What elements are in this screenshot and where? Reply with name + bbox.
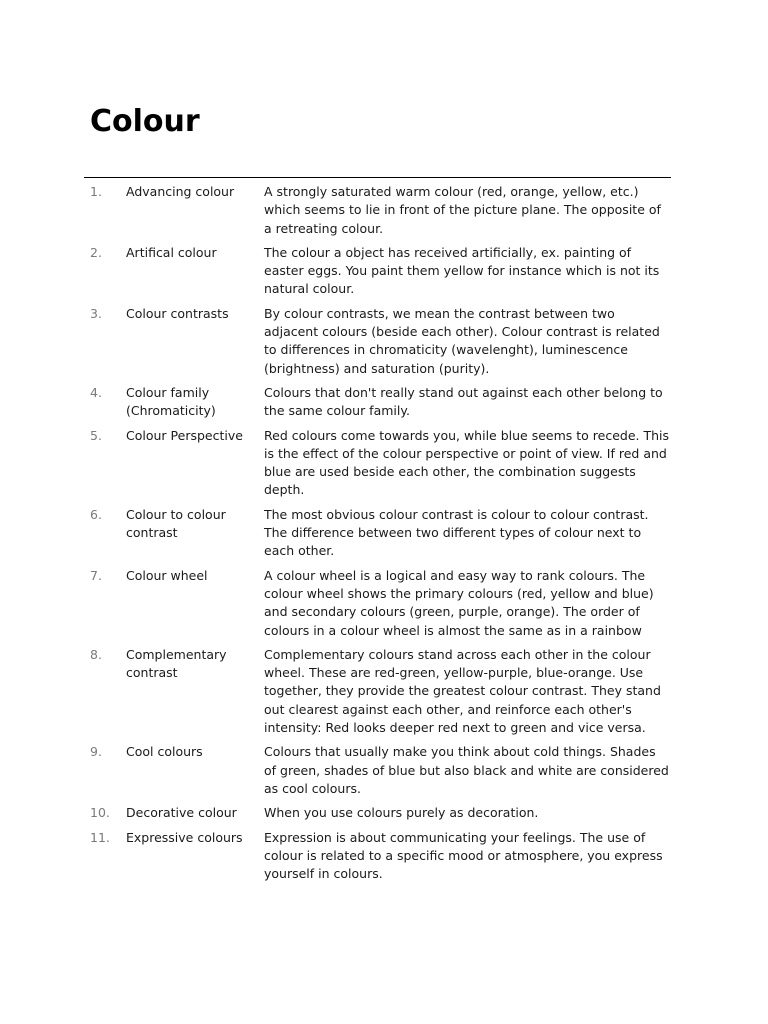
entry-term: Colour wheel xyxy=(126,567,208,583)
glossary-entry xyxy=(90,305,670,378)
entry-term: Colour to colour contrast xyxy=(126,506,226,541)
entry-term: Advancing colour xyxy=(126,184,235,199)
entry-definition: A strongly saturated warm colour (red, orange, yellow, etc.) which seems to lie in front of the picture plane. The opposite of a retreating colour. xyxy=(264,184,661,236)
entry-definition: The colour a object has received artificially, ex. painting of easter eggs. You paint them yellow for instance which is not its natural colour. xyxy=(264,244,660,297)
glossary-entry xyxy=(90,244,670,299)
glossary-entry xyxy=(90,384,670,421)
entry-definition: When you use colours purely as decoration. xyxy=(264,805,539,821)
glossary-entry xyxy=(90,743,670,798)
entry-term: Expressive colours xyxy=(126,829,243,845)
entry-definition: By colour contrasts, we mean the contrast between two adjacent colours (beside each other). Colour contrast is related to differences in chromaticity (wavelenght), luminescence (brightness) and saturation (purity). xyxy=(264,305,660,376)
entry-number: 3. xyxy=(90,305,102,321)
entry-definition: Red colours come towards you, while blue seems to recede. This is the effect of the colour perspective or point of view. If red and blue are used beside each other, the combination suggests depth. xyxy=(264,427,670,498)
glossary-entry xyxy=(90,427,670,500)
entry-definition: A colour wheel is a logical and easy way to rank colours. The colour wheel shows the primary colours (red, yellow and blue) and secondary colours (green, purple, orange). The order of colours in a colour wheel is almost the same as in a rainbow xyxy=(264,567,654,638)
entry-number: 11. xyxy=(90,829,110,845)
entry-number: 7. xyxy=(90,567,102,583)
entry-term: Complementary contrast xyxy=(126,646,227,681)
glossary-entry xyxy=(90,804,670,822)
entry-number: 4. xyxy=(90,384,102,400)
glossary-list xyxy=(90,183,670,889)
glossary-entry xyxy=(90,646,670,737)
glossary-entry xyxy=(90,567,670,640)
entry-definition: Colours that usually make you think about cold things. Shades of green, shades of blue but also black and white are considered as cool colours. xyxy=(264,744,669,796)
entry-number: 1. xyxy=(90,184,102,199)
glossary-entry xyxy=(90,829,670,884)
entry-term: Colour family (Chromaticity) xyxy=(126,384,216,419)
entry-number: 6. xyxy=(90,506,102,522)
entry-term: Colour Perspective xyxy=(126,427,243,443)
entry-definition: The most obvious colour contrast is colour to colour contrast. The difference between two different types of colour next to each other. xyxy=(264,506,649,559)
entry-term: Colour contrasts xyxy=(126,305,229,321)
glossary-entry xyxy=(90,183,670,238)
entry-definition: Expression is about communicating your feelings. The use of colour is related to a specific mood or atmosphere, you express yourself in colours. xyxy=(264,829,663,882)
entry-number: 5. xyxy=(90,427,102,443)
entry-term: Cool colours xyxy=(126,744,203,760)
glossary-entry xyxy=(90,506,670,561)
entry-number: 9. xyxy=(90,744,102,760)
entry-definition: Complementary colours stand across each other in the colour wheel. These are red-green, yellow-purple, blue-orange. Use together, they provide the greatest colour contrast. They stand out clearest against each other, and reinforce each other's intensity: Red looks deeper red next to green and vice versa. xyxy=(264,646,661,736)
entry-term: Artifical colour xyxy=(126,244,217,260)
entry-number: 10. xyxy=(90,805,110,821)
entry-number: 8. xyxy=(90,646,102,662)
entry-definition: Colours that don't really stand out against each other belong to the same colour family. xyxy=(264,384,663,419)
entry-number: 2. xyxy=(90,244,102,260)
entry-term: Decorative colour xyxy=(126,805,237,821)
title-divider xyxy=(84,177,671,178)
page-title: Colour xyxy=(90,104,200,139)
